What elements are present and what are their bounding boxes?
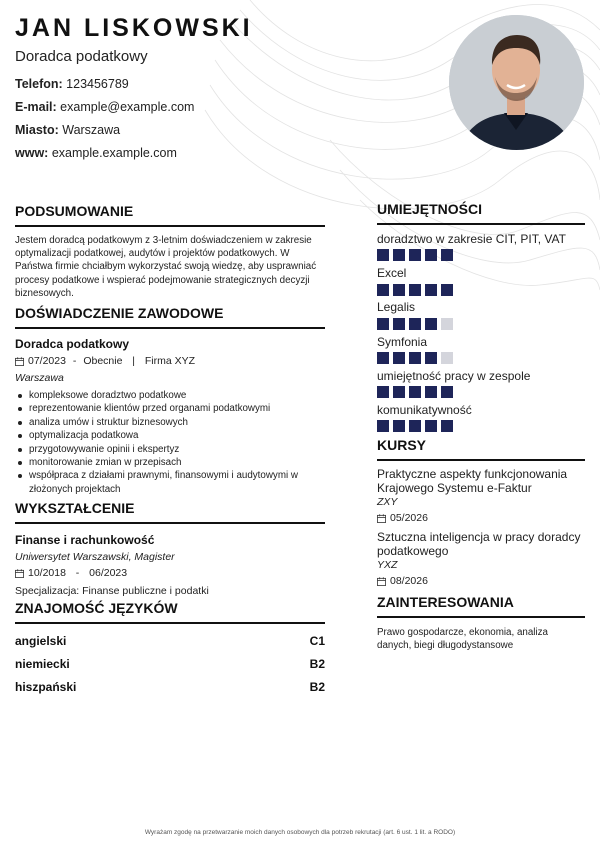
contact-label: Miasto:: [15, 123, 59, 137]
language-name: angielski: [15, 634, 67, 648]
skill-square-filled: [377, 420, 389, 432]
courses-heading: KURSY: [377, 437, 585, 461]
skill-square-filled: [425, 386, 437, 398]
skill-square-filled: [377, 352, 389, 364]
course-date: 05/2026: [390, 512, 428, 524]
skill-square-filled: [393, 284, 405, 296]
summary-text: Jestem doradcą podatkowym z 3-letnim doświadczeniem w zakresie optymalizacji podatkowej, audytów i projektów podatkowych. W Państwa firmie chciałbym wykorzystać swoją wiedzę, aby usprawniać procesy podatkowe i wspierać podejmowanie strategicznych decyzji biznesowych.: [15, 235, 317, 299]
date-separator: -: [69, 355, 80, 367]
skill-square-filled: [425, 249, 437, 261]
job-meta: [15, 355, 195, 367]
education-heading: WYKSZTAŁCENIE: [15, 500, 325, 524]
language-name: hiszpański: [15, 680, 77, 694]
skill-square-empty: [441, 352, 453, 364]
skill-square-filled: [425, 420, 437, 432]
skill-square-filled: [393, 420, 405, 432]
skill-square-filled: [409, 420, 421, 432]
skill-rating: [377, 386, 453, 398]
skill-square-empty: [441, 318, 453, 330]
education-school: Uniwersytet Warszawski, Magister: [15, 551, 175, 563]
list-item: monitorowanie zmian w przepisach: [15, 456, 325, 469]
skill-square-filled: [377, 318, 389, 330]
calendar-icon: [377, 577, 386, 586]
language-row: [15, 680, 325, 694]
language-level: B2: [309, 657, 325, 671]
education-end: 06/2023: [89, 567, 128, 579]
contact-phone: [15, 77, 129, 91]
skill-square-filled: [441, 249, 453, 261]
course-org: YXZ: [377, 559, 398, 571]
list-item: reprezentowanie klientów przed organami podatkowymi: [15, 402, 325, 415]
calendar-icon: [377, 514, 386, 523]
meta-separator: |: [126, 355, 141, 367]
experience-heading: DOŚWIADCZENIE ZAWODOWE: [15, 305, 325, 329]
skill-rating: [377, 420, 453, 432]
skill-name: Symfonia: [377, 335, 428, 349]
contact-value: example.example.com: [51, 146, 177, 160]
education-dates: [15, 567, 127, 579]
list-item: przygotowywanie opinii i ekspertyz: [15, 443, 325, 456]
course-org: ZXY: [377, 496, 398, 508]
skill-name: umiejętność pracy w zespole: [377, 369, 531, 383]
skill-square-filled: [425, 352, 437, 364]
contact-label: Telefon:: [15, 77, 63, 91]
job-title: Doradca podatkowy: [15, 48, 148, 65]
skill-rating: [377, 284, 453, 296]
job-location: Warszawa: [15, 372, 64, 384]
list-item: analiza umów i struktur biznesowych: [15, 416, 325, 429]
portrait-illustration: [449, 15, 584, 150]
job-duties-list: [15, 389, 325, 496]
contact-website: [15, 146, 177, 160]
skill-name: doradztwo w zakresie CIT, PIT, VAT: [377, 232, 566, 246]
contact-label: www:: [15, 146, 49, 160]
skill-square-filled: [409, 386, 421, 398]
job-end: Obecnie: [83, 355, 123, 367]
summary-heading: PODSUMOWANIE: [15, 203, 325, 227]
skill-square-filled: [425, 318, 437, 330]
skill-square-filled: [377, 249, 389, 261]
skill-square-filled: [441, 386, 453, 398]
skill-square-filled: [409, 249, 421, 261]
contact-value: example@example.com: [60, 100, 195, 114]
profile-photo: [449, 15, 584, 150]
skill-rating: [377, 352, 453, 364]
skill-square-filled: [393, 318, 405, 330]
education-field: Finanse i rachunkowość: [15, 533, 155, 547]
contact-value: Warszawa: [62, 123, 121, 137]
skill-square-filled: [377, 386, 389, 398]
language-row: [15, 634, 325, 648]
skill-square-filled: [425, 284, 437, 296]
language-row: [15, 657, 325, 671]
contact-label: E-mail:: [15, 100, 57, 114]
course-date: 08/2026: [390, 575, 428, 587]
language-level: C1: [309, 634, 325, 648]
candidate-name: JAN LISKOWSKI: [15, 14, 253, 42]
skills-heading: UMIEJĘTNOŚCI: [377, 201, 585, 225]
skill-square-filled: [393, 352, 405, 364]
course-title: Praktyczne aspekty funkcjonowania Krajowego Systemu e-Faktur: [377, 467, 568, 495]
date-separator: -: [69, 567, 86, 579]
calendar-icon: [15, 569, 24, 578]
languages-heading: ZNAJOMOŚĆ JĘZYKÓW: [15, 600, 325, 624]
skill-square-filled: [409, 352, 421, 364]
skill-rating: [377, 318, 453, 330]
interests-text: Prawo gospodarcze, ekonomia, analiza danych, biegi długodystansowe: [377, 627, 549, 652]
calendar-icon: [15, 357, 24, 366]
job-position: Doradca podatkowy: [15, 337, 130, 351]
contact-city: [15, 123, 120, 137]
skill-rating: [377, 249, 453, 261]
list-item: współpraca z działami prawnymi, finansowymi i audytowymi w złożonych projektach: [15, 469, 325, 496]
course-date-row: [377, 575, 428, 587]
interests-heading: ZAINTERESOWANIA: [377, 594, 585, 618]
job-start: 07/2023: [28, 355, 66, 367]
language-level: B2: [309, 680, 325, 694]
skill-name: Legalis: [377, 300, 416, 314]
skill-square-filled: [393, 386, 405, 398]
skill-square-filled: [409, 318, 421, 330]
skill-square-filled: [393, 249, 405, 261]
language-name: niemiecki: [15, 657, 70, 671]
skill-square-filled: [441, 420, 453, 432]
list-item: optymalizacja podatkowa: [15, 429, 325, 442]
education-start: 10/2018: [28, 567, 66, 579]
course-title: Sztuczna inteligencja w pracy doradcy podatkowego: [377, 530, 581, 558]
contact-value: 123456789: [66, 77, 129, 91]
skill-square-filled: [377, 284, 389, 296]
skill-square-filled: [441, 284, 453, 296]
job-company: Firma XYZ: [144, 355, 195, 367]
skill-square-filled: [409, 284, 421, 296]
list-item: kompleksowe doradztwo podatkowe: [15, 389, 325, 402]
skill-name: Excel: [377, 266, 407, 280]
gdpr-consent-footer: Wyrażam zgodę na przetwarzanie moich danych osobowych dla potrzeb rekrutacji (art. 6 ust. 1 lit. a RODO): [144, 829, 456, 836]
education-specialization: Specjalizacja: Finanse publiczne i podatki: [15, 585, 209, 597]
course-date-row: [377, 512, 428, 524]
skill-name: komunikatywność: [377, 403, 472, 417]
contact-email: [15, 100, 194, 114]
